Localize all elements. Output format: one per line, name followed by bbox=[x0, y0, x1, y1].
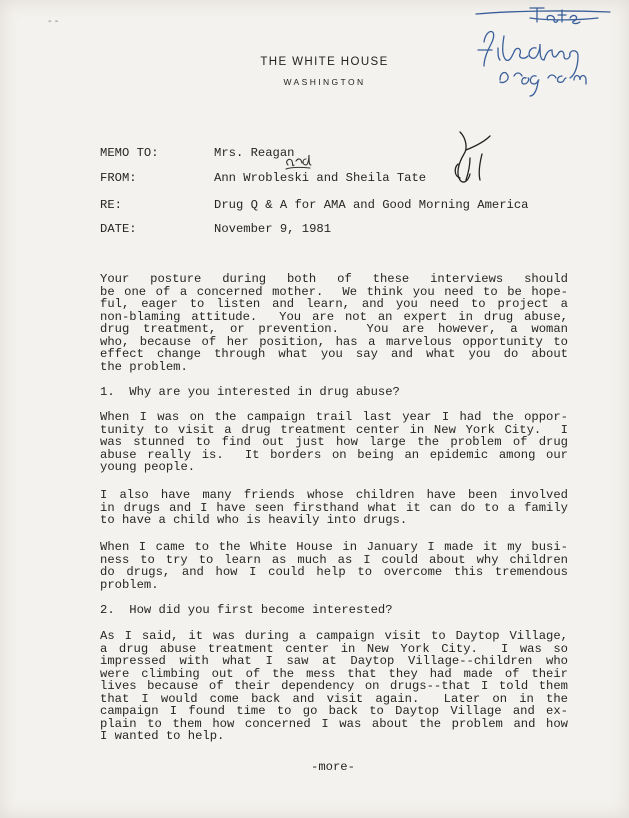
answer-line: I also have many friends whose children have been involved bbox=[100, 488, 568, 502]
answer-line: problem. bbox=[100, 577, 159, 592]
answer-line: do drugs, and how I could help to overcome this tremendous bbox=[100, 565, 568, 579]
answer-1-paragraph-2 bbox=[100, 489, 568, 527]
answer-line: ness to try to learn as much as I could about why children bbox=[100, 552, 568, 567]
handwritten-and-insert bbox=[282, 153, 322, 173]
answer-2-paragraph bbox=[100, 630, 568, 743]
memo-from-value: Ann Wrobleski and Sheila Tate bbox=[214, 171, 427, 185]
answer-line: When I came to the White House in January I made it my busi- bbox=[100, 540, 568, 554]
memo-date-value: November 9, 1981 bbox=[214, 222, 332, 236]
answer-line: young people. bbox=[100, 460, 196, 474]
memo-to-label: MEMO TO: bbox=[100, 146, 159, 160]
handwritten-file-note bbox=[470, 6, 620, 96]
more-continuation-mark: -more- bbox=[311, 760, 355, 774]
answer-1-paragraph-1 bbox=[100, 411, 568, 474]
intro-line: the problem. bbox=[100, 359, 188, 374]
intro-line: ful, eager to listen and learn, and you need to project a bbox=[100, 297, 568, 311]
intro-line: who, because of her position, has a marvelous opportunity to bbox=[100, 334, 568, 349]
answer-line: in drugs and I have seen firsthand what it can do to a family bbox=[100, 500, 568, 515]
intro-line: Your posture during both of these interviews should bbox=[100, 272, 568, 286]
answer-line: lives because of their dependency on drugs--that I told them bbox=[100, 679, 568, 693]
answer-line: was stunned to find out just how large the problem of drug bbox=[100, 435, 568, 449]
memo-re-value: Drug Q & A for AMA and Good Morning America bbox=[214, 198, 529, 212]
memo-to-value: Mrs. Reagan bbox=[214, 146, 295, 160]
initials-signature bbox=[446, 128, 496, 190]
intro-line: drug treatment, or prevention. You are however, a woman bbox=[100, 322, 568, 336]
memo-re-label: RE: bbox=[100, 198, 122, 212]
intro-line: be one of a concerned mother. We think you need to be hope- bbox=[100, 284, 568, 299]
question-1: 1. Why are you interested in drug abuse? bbox=[100, 385, 400, 399]
memo-date-label: DATE: bbox=[100, 222, 137, 236]
answer-line: tunity to visit a drug treatment center in New York City. I bbox=[100, 422, 568, 437]
answer-line: campaign I found time to go back to Daytop Village and ex- bbox=[100, 704, 568, 718]
answer-line: were climbing out of the mess that they had made of their bbox=[100, 666, 568, 681]
letterhead-title: THE WHITE HOUSE bbox=[260, 56, 389, 68]
answer-line: plain to them how concerned I was about the problem and how bbox=[100, 716, 568, 731]
intro-paragraph bbox=[100, 273, 568, 373]
corner-mark: - - bbox=[48, 16, 59, 27]
answer-line: that I would come back and visit again. Later on in the bbox=[100, 691, 568, 706]
answer-line: When I was on the campaign trail last year I had the oppor- bbox=[100, 410, 568, 424]
memo-from-label: FROM: bbox=[100, 171, 137, 185]
answer-line: a drug abuse treatment center in New York City. I was so bbox=[100, 641, 568, 656]
answer-1-paragraph-3 bbox=[100, 541, 568, 591]
answer-line: impressed with what I saw at Daytop Village--children who bbox=[100, 654, 568, 668]
answer-line: As I said, it was during a campaign visit to Daytop Village, bbox=[100, 629, 568, 643]
letterhead-subtitle: WASHINGTON bbox=[283, 77, 366, 87]
question-2: 2. How did you first become interested? bbox=[100, 603, 393, 617]
intro-line: effect change through what you say and what you do about bbox=[100, 347, 568, 361]
answer-line: to have a child who is heavily into drugs. bbox=[100, 513, 408, 527]
answer-line: I wanted to help. bbox=[100, 729, 225, 743]
answer-line: abuse really is. It borders on being an epidemic among our bbox=[100, 447, 568, 462]
intro-line: non-blaming attitude. You are not an expert in drug abuse, bbox=[100, 309, 568, 324]
